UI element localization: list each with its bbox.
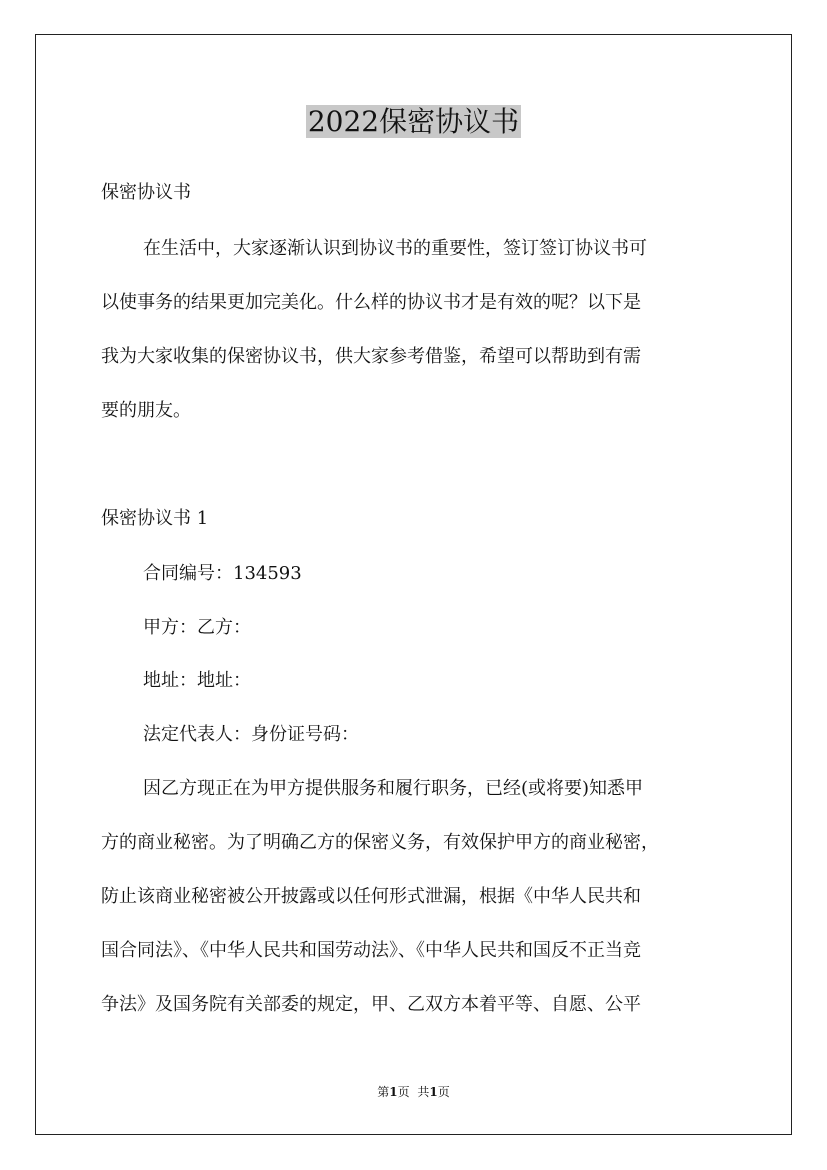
intro-line: 要的朋友。 <box>101 400 191 421</box>
page-number: 1 <box>389 1085 398 1099</box>
body-line: 防止该商业秘密被公开披露或以任何形式泄漏，根据《中华人民共和 <box>101 886 641 907</box>
address-line: 地址：地址： <box>143 670 251 691</box>
intro-heading: 保密协议书 <box>101 182 191 203</box>
representative-line: 法定代表人：身份证号码： <box>143 724 359 745</box>
page-footer <box>0 1083 827 1101</box>
contract-number: 合同编号：134593 <box>143 563 302 584</box>
total-pages: 1 <box>429 1085 438 1099</box>
body-line: 国合同法》、《中华人民共和国劳动法》、《中华人民共和国反不正当竞 <box>101 940 641 961</box>
intro-line: 我为大家收集的保密协议书，供大家参考借鉴，希望可以帮助到有需 <box>101 346 641 367</box>
page-prefix: 第 <box>377 1085 390 1099</box>
body-line: 争法》及国务院有关部委的规定，甲、乙双方本着平等、自愿、公平 <box>101 994 641 1015</box>
page-unit: 页 <box>397 1085 410 1099</box>
party-line: 甲方：乙方： <box>143 617 251 638</box>
section-heading: 保密协议书 1 <box>101 508 209 529</box>
total-unit: 页 <box>437 1085 450 1099</box>
intro-line: 以使事务的结果更加完美化。什么样的协议书才是有效的呢？以下是 <box>101 292 641 313</box>
body-line: 因乙方现正在为甲方提供服务和履行职务，已经(或将要)知悉甲 <box>143 778 644 799</box>
total-prefix: 共 <box>417 1085 430 1099</box>
document-title <box>0 100 827 144</box>
intro-line: 在生活中，大家逐渐认识到协议书的重要性，签订签订协议书可 <box>143 238 647 259</box>
body-line: 方的商业秘密。为了明确乙方的保密义务，有效保护甲方的商业秘密， <box>101 832 659 853</box>
document-title-text: 2022保密协议书 <box>307 105 520 138</box>
